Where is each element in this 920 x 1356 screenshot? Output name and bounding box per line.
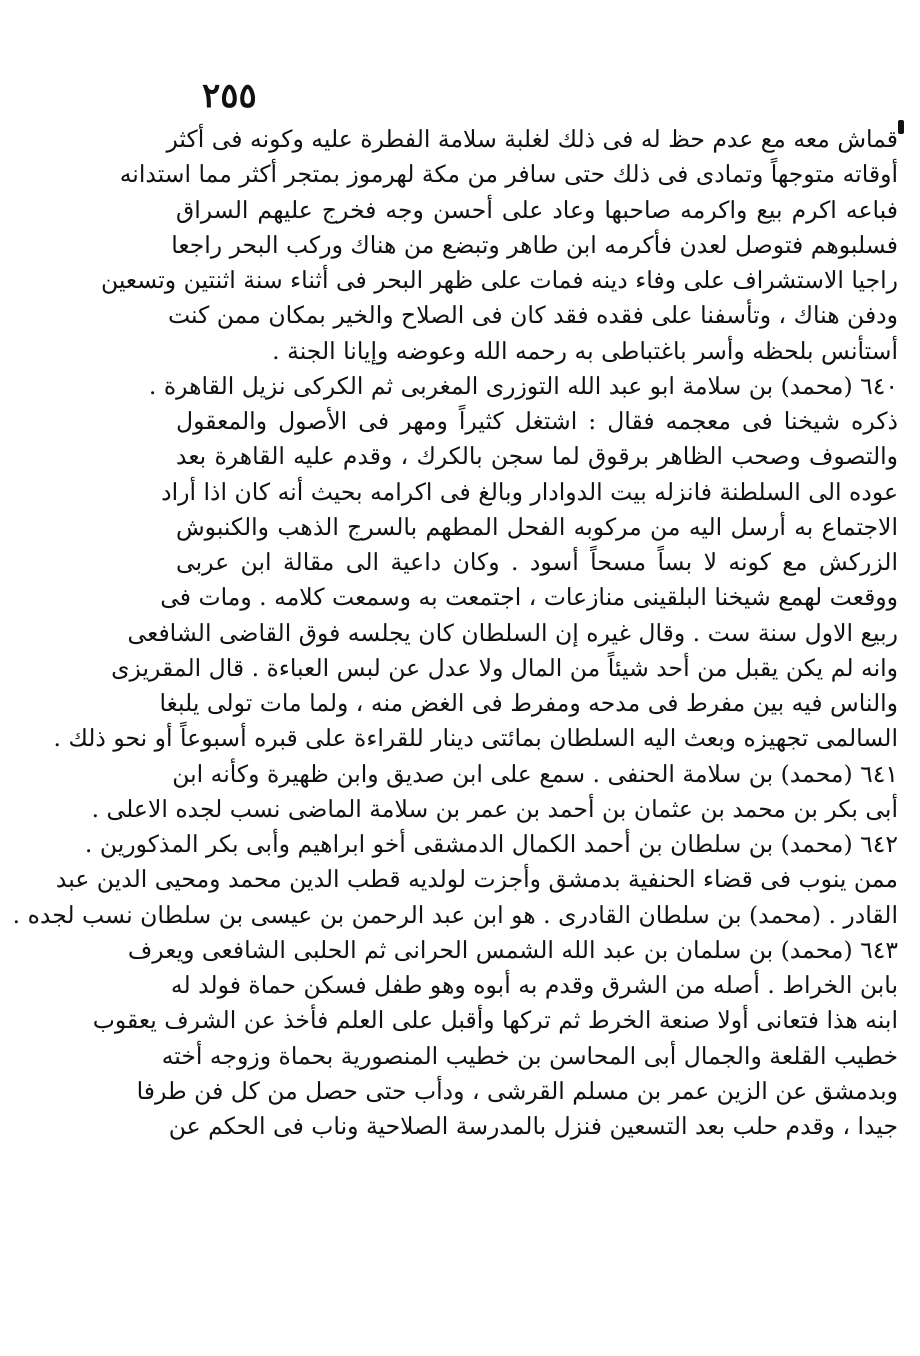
text-line: بابن الخراط . أصله من الشرق وقدم به أبوه وهو طفل فسكن حماة فولد له	[170, 971, 898, 999]
text-line: ربيع الاول سنة ست . وقال غيره إن السلطان كان يجلسه فوق القاضى الشافعى	[127, 618, 898, 647]
text-line: ممن ينوب فى قضاء الحنفية بدمشق وأجزت لولديه قطب الدين محمد ومحيى الدين عبد	[55, 865, 898, 894]
text-line: ٦٤٣ (محمد) بن سلمان بن عبد الله الشمس الحرانى ثم الحلبى الشافعى ويعرف	[127, 935, 898, 964]
page-text	[12, 122, 898, 1144]
text-line: الزركش مع كونه لا بساً مسحاً أسود . وكان داعية الى مقالة ابن عربى	[176, 548, 898, 576]
text-line: وانه لم يكن يقبل من أحد شيئاً من المال ولا عدل عن لبس العباءة . قال المقريزى	[111, 653, 898, 682]
text-line: القادر . (محمد) بن سلطان القادرى . هو ابن عبد الرحمن بن عيسى بن سلطان نسب لجده .	[12, 900, 898, 929]
text-line: فباعه اكرم بيع واكرمه صاحبها وعاد على أحسن وجه فخرج عليهم السراق	[176, 195, 898, 224]
text-line: عوده الى السلطنة فانزله بيت الدوادار وبالغ فى اكرامه بحيث أنه كان اذا أراد	[161, 477, 898, 506]
page-number: ٢٥٥	[202, 76, 257, 116]
text-line: جيدا ، وقدم حلب بعد التسعين فنزل بالمدرسة الصلاحية وناب فى الحكم عن	[168, 1112, 898, 1140]
text-line: وبدمشق عن الزين عمر بن مسلم القرشى ، ودأب حتى حصل من كل فن طرفا	[136, 1076, 898, 1105]
text-line: ٦٤٠ (محمد) بن سلامة ابو عبد الله التوزرى المغربى ثم الكركى نزيل القاهرة .	[148, 371, 898, 400]
text-line: ودفن هناك ، وتأسفنا على فقده فقد كان فى الصلاح والخير بمكان ممن كنت	[167, 301, 898, 330]
text-line: فسلبوهم فتوصل لعدن فأكرمه ابن طاهر وتبضع من هناك وركب البحر راجعا	[171, 230, 898, 259]
text-line: خطيب القلعة والجمال أبى المحاسن بن خطيب المنصورية بحماة وزوجه أخته	[161, 1041, 898, 1070]
text-line: السالمى تجهيزه وبعث اليه السلطان بمائتى دينار للقراءة على قبره أسبوعاً أو نحو ذلك .	[53, 724, 898, 753]
text-line: ٦٤١ (محمد) بن سلامة الحنفى . سمع على ابن صديق وابن ظهيرة وكأنه ابن	[172, 759, 898, 788]
text-line: والتصوف وصحب الظاهر برقوق لما سجن بالكرك ، وقدم عليه القاهرة بعد	[176, 442, 898, 471]
text-line: أوقاته متوجهاً وتمادى فى ذلك حتى سافر من مكة لهرموز بمتجر أكثر مما استدانه	[119, 160, 898, 189]
text-line: والناس فيه بين مفرط فى مدحه ومفرط فى الغض منه ، ولما مات تولى يلبغا	[159, 689, 898, 717]
margin-mark	[898, 120, 904, 134]
text-line: قماش معه مع عدم حظ له فى ذلك لغلبة سلامة الفطرة عليه وكونه فى أكثر	[166, 125, 898, 153]
text-line: ابنه هذا فتعانى أولا صنعة الخرط ثم تركها وأقبل على العلم فأخذ عن الشرف يعقوب	[92, 1006, 898, 1035]
text-line: ٦٤٢ (محمد) بن سلطان بن أحمد الكمال الدمشقى أخو ابراهيم وأبى بكر المذكورين .	[84, 830, 898, 858]
text-line: أستأنس بلحظه وأسر باغتباطى به رحمه الله وعوضه وإيانا الجنة .	[272, 336, 898, 365]
text-line: راجيا الاستشراف على وفاء دينه فمات على ظهر البحر فى أثناء سنة اثنتين وتسعين	[100, 266, 898, 294]
text-line: الاجتماع به أرسل اليه من مركوبه الفحل المطهم بالسرج الذهب والكنبوش	[176, 512, 898, 541]
text-line: ذكره شيخنا فى معجمه فقال : اشتغل كثيراً ومهر فى الأصول والمعقول	[176, 407, 898, 435]
text-line: ووقعت لهمع شيخنا البلقينى منازعات ، اجتمعت به وسمعت كلامه . ومات فى	[160, 583, 898, 612]
text-line: أبى بكر بن محمد بن عثمان بن أحمد بن عمر بن سلامة الماضى نسب لجده الاعلى .	[91, 794, 898, 823]
